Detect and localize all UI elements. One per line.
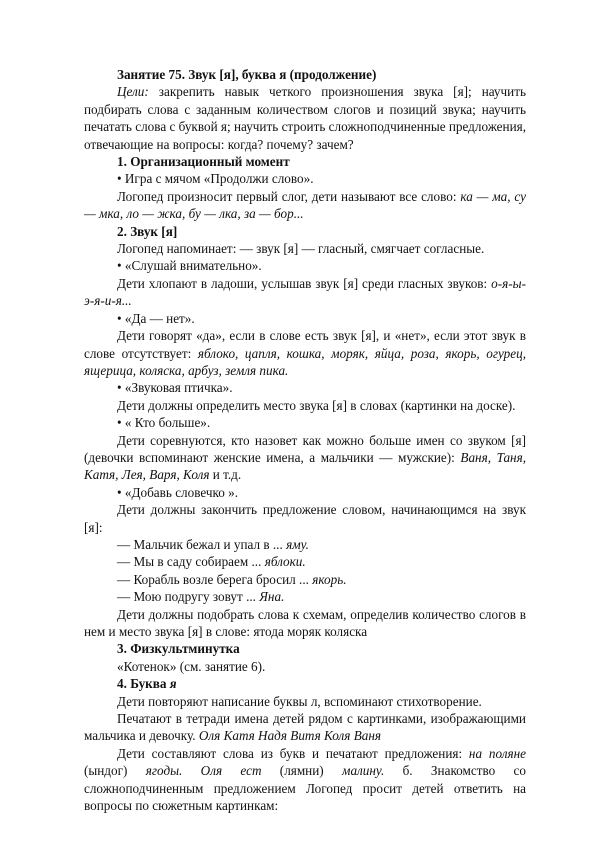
s2-closing: Дети должны подобрать слова к схемам, определив количество слогов в нем и место звука [я] в слове: ятода моряк коляска xyxy=(84,606,526,639)
section-4-heading-letter: я xyxy=(169,676,177,692)
s2-game-4-end: и т.д. xyxy=(209,467,242,483)
sentence-4 xyxy=(84,588,526,605)
s4-p3-text-c: (ындог) xyxy=(84,763,146,779)
s4-paragraph-2 xyxy=(84,710,526,745)
sentence-2 xyxy=(84,553,526,570)
s4-p3-italic-b: на поляне xyxy=(468,745,526,761)
s4-p3-italic-f: малину. xyxy=(342,763,385,779)
sentence-1-text: — Мальчик бежал и упал в ... xyxy=(117,536,287,552)
s2-game-4: • « Кто больше». xyxy=(117,415,211,431)
section-2-heading: 2. Звук [я] xyxy=(117,223,178,239)
s2-game-1-paragraph xyxy=(84,275,526,310)
s4-p3-text-g: б. Знакомство со сложноподчиненным предложением Логопед просит детей ответить на вопросы по сюжетным картинкам: xyxy=(84,763,526,814)
s2-game-5: • «Добавь словечко ». xyxy=(117,484,239,500)
sentence-1 xyxy=(84,536,526,553)
sentence-3 xyxy=(84,571,526,588)
sentence-4-word: Яна. xyxy=(259,589,285,605)
s4-paragraph-1: Дети повторяют написание буквы л, вспоминают стихотворение. xyxy=(117,693,482,709)
s3-text: «Котенок» (см. занятие 6). xyxy=(117,658,266,674)
s1-text: Логопед произносит первый слог, дети называют все слово: xyxy=(117,188,461,204)
s2-game-3-text: Дети должны определить место звука [я] в словах (картинки на доске). xyxy=(117,397,516,413)
sentence-2-word: яблоки. xyxy=(264,554,306,570)
s4-p3-text-a: Дети составляют слова из букв и печатают предложения: xyxy=(117,745,469,761)
s4-p3-italic-d: ягоды. Оля ест xyxy=(145,763,262,779)
s2-game-4-paragraph xyxy=(84,432,526,484)
s2-game-1: • «Слушай внимательно». xyxy=(117,258,262,274)
lesson-title: Занятие 75. Звук [я], буква я (продолжение) xyxy=(117,67,377,82)
s1-paragraph xyxy=(84,188,526,223)
s4-paragraph-2-text: Печатают в тетради имена детей рядом с картинками, изображающими мальчика и девочку. xyxy=(84,711,526,744)
s4-names: Оля Катя Надя Витя Коля Ваня xyxy=(198,728,382,744)
section-4-heading xyxy=(84,675,526,692)
goals-paragraph xyxy=(84,83,526,153)
goals-text: закрепить навык четкого произношения звука [я]; научить подбирать слова с заданным количеством слогов и позиций звука; научить печатать слова с буквой я; научить строить сложноподчиненные предложения, отвечающие на вопросы: когда? почему? зачем? xyxy=(84,84,526,152)
s2-game-2: • «Да — нет». xyxy=(117,310,195,326)
sentence-3-word: якорь. xyxy=(312,571,347,587)
s1-examples: ка — ма, су — мка, ло — жка, бу — лка, за — бор... xyxy=(84,188,526,222)
s2-game-1-text: Дети хлопают в ладоши, услышав звук [я] среди гласных звуков: xyxy=(117,275,492,291)
section-1-heading: 1. Организационный момент xyxy=(117,154,290,170)
sentence-3-text: — Корабль возле берега бросил ... xyxy=(117,571,313,587)
s4-p3-text-e: (лямни) xyxy=(261,763,343,779)
sentence-4-text: — Мою подругу зовут ... xyxy=(117,589,260,605)
sentence-1-word: яму. xyxy=(286,536,309,552)
section-3-heading: 3. Физкультминутка xyxy=(117,641,240,657)
s2-game-4-examples: Ваня, Таня, Катя, Лея, Варя, Коля xyxy=(84,449,527,483)
s2-intro: Логопед напоминает: — звук [я] — гласный, смягчает согласные. xyxy=(117,241,485,257)
sentence-2-text: — Мы в саду собираем ... xyxy=(117,554,265,570)
s1-game: • Игра с мячом «Продолжи слово». xyxy=(117,171,314,187)
goals-label: Цели: xyxy=(117,84,149,100)
s2-game-2-text: Дети говорят «да», если в слове есть звук [я], и «нет», если этот звук в слове отсутствует: xyxy=(84,328,526,361)
s2-game-3: • «Звуковая птичка». xyxy=(117,380,233,396)
s2-game-1-examples: о-я-ы-э-я-и-я... xyxy=(84,275,526,309)
s2-game-5-text: Дети должны закончить предложение словом, начинающимся на звук [я]: xyxy=(84,502,526,535)
s4-paragraph-3 xyxy=(84,745,526,815)
s2-game-2-examples: яблоко, цапля, кошка, моряк, яйца, роза, якорь, огурец, ящерица, коляска, арбуз, земля пика. xyxy=(84,345,526,378)
document-page xyxy=(84,66,526,814)
s2-game-2-paragraph xyxy=(84,327,526,379)
s2-game-4-text: Дети соревнуются, кто назовет как можно больше имен со звуком [я] (девочки вспоминают женские имена, а мальчики — мужские): xyxy=(84,432,526,465)
section-4-heading-num: 4. Буква xyxy=(117,676,170,692)
